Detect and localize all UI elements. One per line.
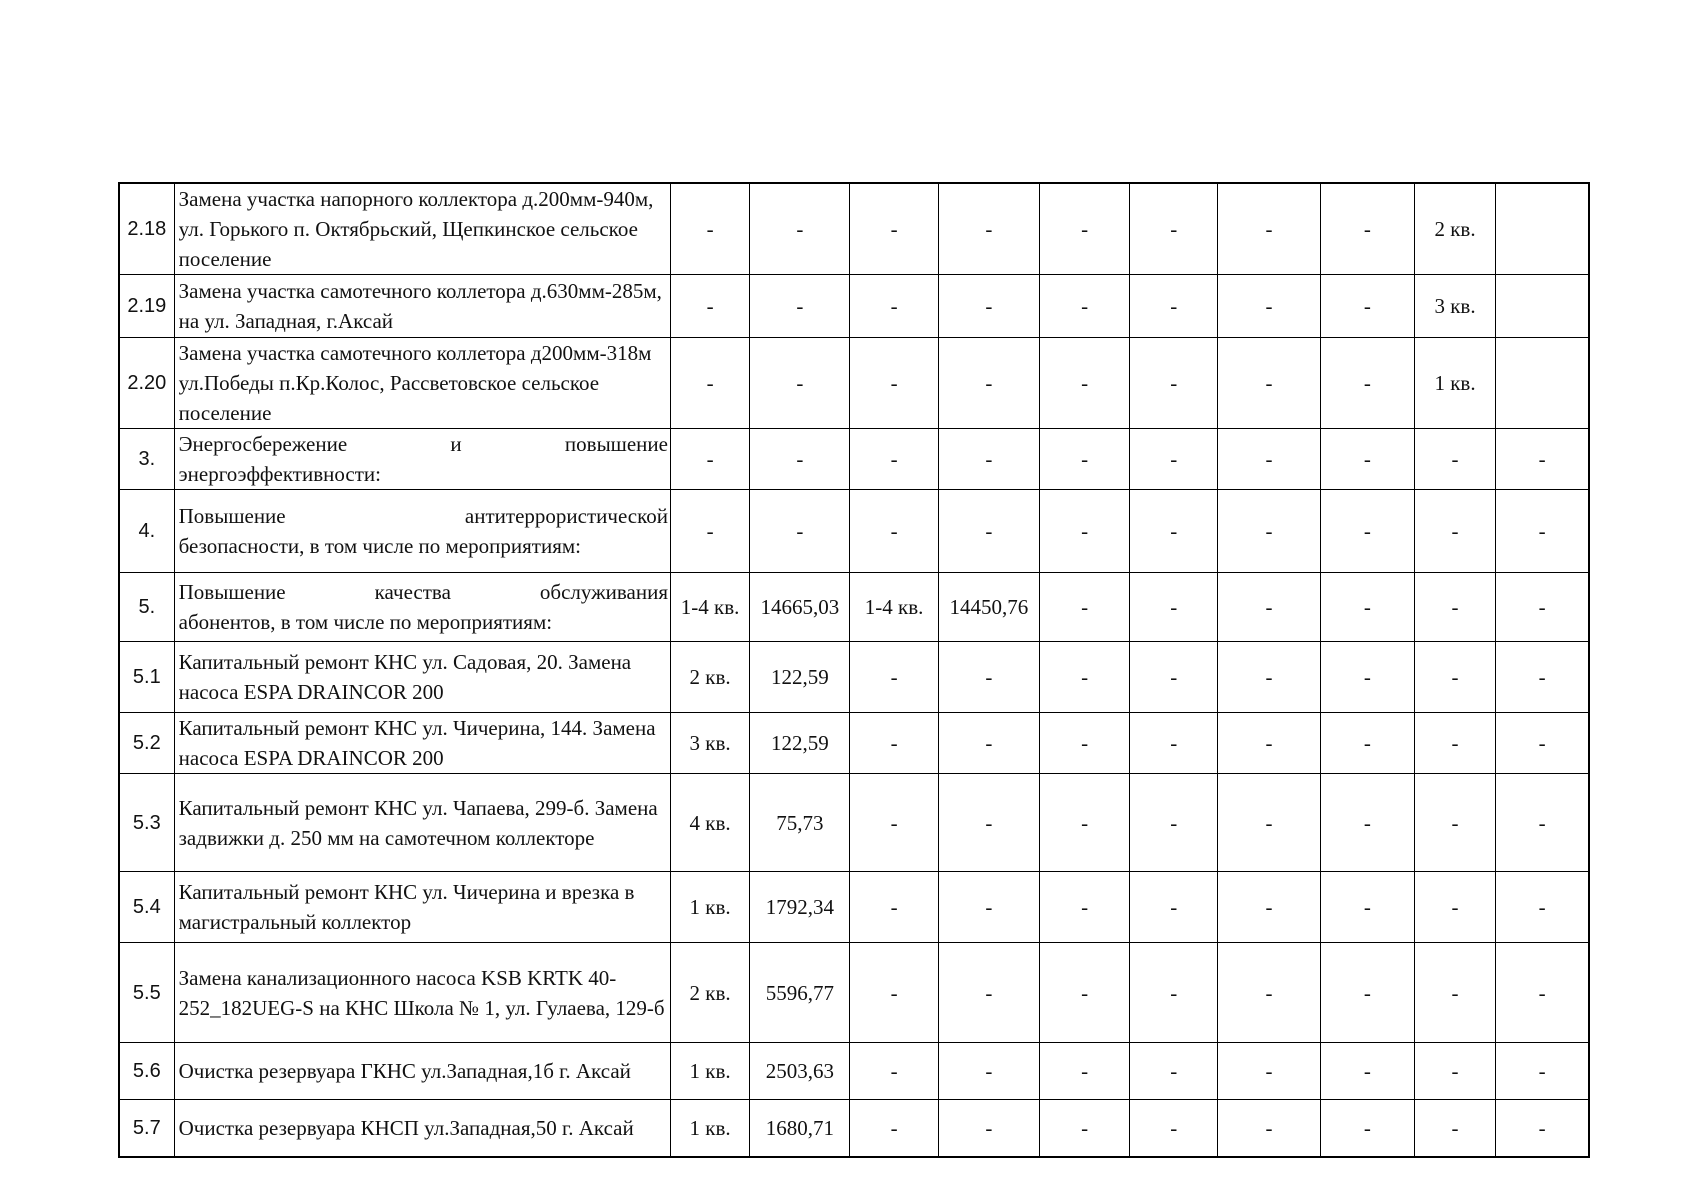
row-value-cell: -: [1039, 183, 1129, 275]
table-row: [119, 1100, 1589, 1157]
row-value-cell: -: [938, 642, 1039, 713]
row-value-cell: -: [750, 275, 850, 338]
row-value-cell: -: [1130, 642, 1218, 713]
row-value-cell: -: [750, 183, 850, 275]
row-value-cell: 1-4 кв.: [850, 573, 938, 642]
row-value-cell: -: [1130, 943, 1218, 1043]
row-value-cell: -: [938, 943, 1039, 1043]
row-value-cell: -: [1039, 943, 1129, 1043]
row-value-cell: -: [1218, 338, 1320, 429]
row-value-cell: -: [1320, 642, 1414, 713]
row-value-cell: 2503,63: [750, 1043, 850, 1100]
row-value-cell: -: [1130, 573, 1218, 642]
description-line-2: абонентов, в том числе по мероприятиям:: [178, 610, 553, 634]
row-value-cell: -: [1218, 1100, 1320, 1157]
row-value-cell: -: [1130, 1100, 1218, 1157]
row-value-cell: -: [1320, 943, 1414, 1043]
table-row: [119, 713, 1589, 774]
row-description: Капитальный ремонт КНС ул. Чапаева, 299-б. Замена задвижки д. 250 мм на самотечном коллекторе: [174, 774, 670, 872]
row-value-cell: -: [1218, 183, 1320, 275]
table-row: [119, 642, 1589, 713]
row-value-cell: -: [1130, 872, 1218, 943]
row-value-cell: -: [670, 429, 749, 490]
row-number: 5.7: [119, 1100, 174, 1157]
row-value-cell: -: [1039, 1043, 1129, 1100]
row-value-cell: -: [1320, 1100, 1414, 1157]
row-description: Замена канализационного насоса KSB KRTK 40-252_182UEG-S на КНС Школа № 1, ул. Гулаева, 129-б: [174, 943, 670, 1043]
table-row: [119, 774, 1589, 872]
row-value-cell: -: [1414, 774, 1495, 872]
row-value-cell: -: [1039, 338, 1129, 429]
table-row: [119, 872, 1589, 943]
row-value-cell: -: [1320, 1043, 1414, 1100]
row-value-cell: 3 кв.: [1414, 275, 1495, 338]
row-value-cell: -: [1039, 872, 1129, 943]
description-line-1: Энергосбережение и повышение: [178, 432, 668, 456]
row-value-cell: -: [1414, 642, 1495, 713]
table-row: [119, 490, 1589, 573]
row-value-cell: -: [938, 429, 1039, 490]
row-value-cell: -: [1414, 943, 1495, 1043]
table-row: [119, 183, 1589, 275]
row-value-cell: 1 кв.: [670, 1100, 749, 1157]
row-value-cell: -: [850, 338, 938, 429]
row-value-cell: 1 кв.: [1414, 338, 1495, 429]
row-number: 5.3: [119, 774, 174, 872]
row-value-cell: -: [1414, 1100, 1495, 1157]
description-line-1: Повышение антитеррористической: [178, 504, 668, 528]
table-row: [119, 429, 1589, 490]
row-value-cell: -: [850, 429, 938, 490]
row-value-cell: -: [1039, 429, 1129, 490]
row-value-cell: -: [1414, 429, 1495, 490]
row-value-cell: -: [1320, 872, 1414, 943]
row-value-cell: -: [1039, 275, 1129, 338]
row-value-cell: -: [1320, 573, 1414, 642]
table-body: [119, 183, 1589, 1157]
row-description: Замена участка самотечного коллетора д.630мм-285м, на ул. Западная, г.Аксай: [174, 275, 670, 338]
row-value-cell: -: [1496, 872, 1589, 943]
table-row: [119, 338, 1589, 429]
row-value-cell: -: [1039, 490, 1129, 573]
row-value-cell: -: [850, 183, 938, 275]
row-value-cell: 122,59: [750, 642, 850, 713]
row-value-cell: -: [1218, 943, 1320, 1043]
row-value-cell: -: [1320, 183, 1414, 275]
row-value-cell: -: [938, 338, 1039, 429]
row-value-cell: -: [1496, 642, 1589, 713]
row-value-cell: -: [670, 490, 749, 573]
row-value-cell: -: [850, 490, 938, 573]
row-value-cell: -: [938, 713, 1039, 774]
row-value-cell: -: [1130, 713, 1218, 774]
row-description: [174, 490, 670, 573]
row-value-cell: -: [1496, 713, 1589, 774]
row-value-cell: 2 кв.: [670, 642, 749, 713]
row-number: 2.19: [119, 275, 174, 338]
row-value-cell: 2 кв.: [670, 943, 749, 1043]
row-value-cell: -: [938, 774, 1039, 872]
row-number: 5.4: [119, 872, 174, 943]
row-value-cell: -: [1496, 943, 1589, 1043]
description-line-2: энергоэффективности:: [178, 462, 381, 486]
row-value-cell: -: [1218, 1043, 1320, 1100]
table-row: [119, 1043, 1589, 1100]
row-value-cell: -: [1130, 338, 1218, 429]
row-description: Замена участка напорного коллектора д.200мм-940м, ул. Горького п. Октябрьский, Щепкинское сельское поселение: [174, 183, 670, 275]
row-value-cell: 4 кв.: [670, 774, 749, 872]
row-value-cell: -: [1039, 713, 1129, 774]
row-value-cell: -: [670, 183, 749, 275]
row-value-cell: -: [750, 429, 850, 490]
row-value-cell: -: [850, 1043, 938, 1100]
row-value-cell: 3 кв.: [670, 713, 749, 774]
row-value-cell: -: [1496, 429, 1589, 490]
row-value-cell: 5596,77: [750, 943, 850, 1043]
row-value-cell: -: [938, 183, 1039, 275]
row-number: 5.2: [119, 713, 174, 774]
table-row: [119, 275, 1589, 338]
row-value-cell: 1 кв.: [670, 1043, 749, 1100]
row-value-cell: -: [1496, 573, 1589, 642]
row-value-cell: 1-4 кв.: [670, 573, 749, 642]
row-value-cell: -: [850, 642, 938, 713]
table-row: [119, 943, 1589, 1043]
row-value-cell: -: [1130, 490, 1218, 573]
row-value-cell: -: [1320, 713, 1414, 774]
row-number: 5.6: [119, 1043, 174, 1100]
row-value-cell: -: [1414, 1043, 1495, 1100]
row-number: 5.: [119, 573, 174, 642]
row-value-cell: -: [1496, 1100, 1589, 1157]
row-value-cell: -: [1320, 338, 1414, 429]
row-description: Капитальный ремонт КНС ул. Садовая, 20. Замена насоса ESPA DRAINCOR 200: [174, 642, 670, 713]
row-value-cell: -: [1414, 713, 1495, 774]
row-value-cell: -: [1039, 1100, 1129, 1157]
row-value-cell: -: [850, 943, 938, 1043]
row-value-cell: -: [670, 338, 749, 429]
row-value-cell: -: [750, 338, 850, 429]
row-value-cell: -: [1496, 490, 1589, 573]
row-value-cell: 75,73: [750, 774, 850, 872]
row-value-cell: 14665,03: [750, 573, 850, 642]
row-number: 3.: [119, 429, 174, 490]
row-value-cell: 1792,34: [750, 872, 850, 943]
row-value-cell: -: [1414, 573, 1495, 642]
row-value-cell: -: [1414, 872, 1495, 943]
row-value-cell: -: [1218, 573, 1320, 642]
row-description: Капитальный ремонт КНС ул. Чичерина и врезка в магистральный коллектор: [174, 872, 670, 943]
row-description: Очистка резервуара КНСП ул.Западная,50 г. Аксай: [174, 1100, 670, 1157]
row-value-cell: -: [1218, 774, 1320, 872]
row-value-cell: -: [1039, 573, 1129, 642]
row-value-cell: -: [1039, 642, 1129, 713]
row-number: 5.1: [119, 642, 174, 713]
row-value-cell: -: [1218, 275, 1320, 338]
row-value-cell: 14450,76: [938, 573, 1039, 642]
row-value-cell: -: [1130, 429, 1218, 490]
row-value-cell: -: [1496, 1043, 1589, 1100]
row-number: 2.20: [119, 338, 174, 429]
description-line-2: безопасности, в том числе по мероприятиям:: [178, 534, 581, 558]
row-description: Капитальный ремонт КНС ул. Чичерина, 144. Замена насоса ESPA DRAINCOR 200: [174, 713, 670, 774]
row-description: [174, 573, 670, 642]
row-value-cell: [1496, 338, 1589, 429]
description-line-1: Повышение качества обслуживания: [178, 580, 668, 604]
row-value-cell: 122,59: [750, 713, 850, 774]
row-value-cell: -: [1320, 275, 1414, 338]
row-value-cell: -: [1414, 490, 1495, 573]
row-value-cell: [1496, 275, 1589, 338]
row-description: Замена участка самотечного коллетора д200мм-318м ул.Победы п.Кр.Колос, Рассветовское сельское поселение: [174, 338, 670, 429]
row-value-cell: -: [1320, 490, 1414, 573]
row-value-cell: -: [938, 872, 1039, 943]
row-value-cell: -: [850, 872, 938, 943]
row-value-cell: -: [670, 275, 749, 338]
row-value-cell: -: [1218, 642, 1320, 713]
row-value-cell: -: [850, 275, 938, 338]
row-value-cell: -: [1218, 713, 1320, 774]
row-value-cell: -: [1130, 774, 1218, 872]
row-value-cell: -: [1320, 774, 1414, 872]
row-value-cell: -: [750, 490, 850, 573]
row-value-cell: 1 кв.: [670, 872, 749, 943]
table-row: [119, 573, 1589, 642]
row-description: [174, 429, 670, 490]
row-value-cell: -: [850, 1100, 938, 1157]
row-value-cell: -: [1130, 1043, 1218, 1100]
row-value-cell: -: [938, 1100, 1039, 1157]
row-number: 5.5: [119, 943, 174, 1043]
row-description: Очистка резервуара ГКНС ул.Западная,1б г. Аксай: [174, 1043, 670, 1100]
row-value-cell: -: [1320, 429, 1414, 490]
row-value-cell: 2 кв.: [1414, 183, 1495, 275]
row-value-cell: -: [1130, 275, 1218, 338]
investment-program-table: [118, 182, 1590, 1158]
row-value-cell: -: [1130, 183, 1218, 275]
row-value-cell: -: [1218, 429, 1320, 490]
row-value-cell: -: [850, 713, 938, 774]
row-value-cell: -: [1496, 774, 1589, 872]
row-value-cell: -: [1218, 872, 1320, 943]
row-number: 4.: [119, 490, 174, 573]
row-value-cell: -: [938, 1043, 1039, 1100]
row-value-cell: 1680,71: [750, 1100, 850, 1157]
row-value-cell: -: [850, 774, 938, 872]
row-value-cell: [1496, 183, 1589, 275]
row-value-cell: -: [938, 490, 1039, 573]
row-number: 2.18: [119, 183, 174, 275]
row-value-cell: -: [1218, 490, 1320, 573]
row-value-cell: -: [938, 275, 1039, 338]
row-value-cell: -: [1039, 774, 1129, 872]
